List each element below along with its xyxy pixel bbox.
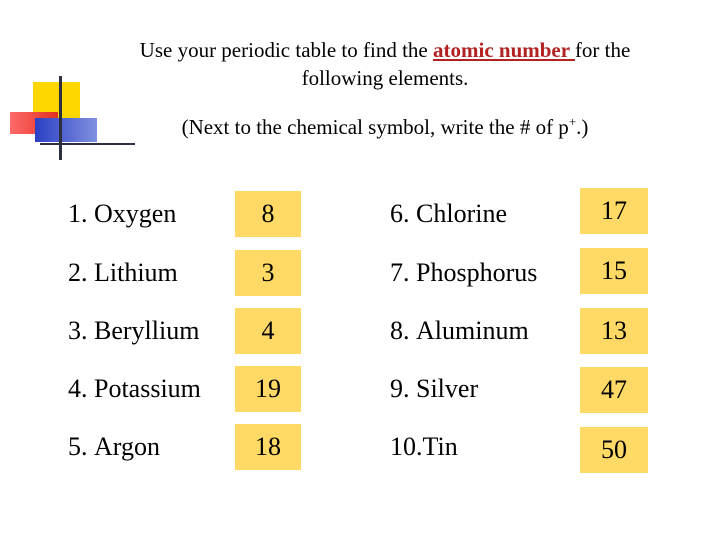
item-number: 10. xyxy=(390,432,423,461)
element-item-potassium xyxy=(68,372,201,406)
item-number: 8. xyxy=(390,316,410,345)
element-item-phosphorus xyxy=(390,256,537,290)
note-end: .) xyxy=(576,115,589,139)
item-number: 5. xyxy=(68,432,88,461)
title-text-end: for the xyxy=(574,38,631,62)
element-item-beryllium xyxy=(68,314,199,348)
element-name: Argon xyxy=(94,432,160,461)
element-name: Lithium xyxy=(94,258,178,287)
element-item-argon xyxy=(68,430,160,464)
answer-box-chlorine: 17 xyxy=(580,188,648,234)
answer-box-tin: 50 xyxy=(580,427,648,473)
element-item-silver xyxy=(390,372,478,406)
answer-box-argon: 18 xyxy=(235,424,301,470)
element-item-aluminum xyxy=(390,314,529,348)
item-number: 1. xyxy=(68,199,88,228)
answer-box-lithium: 3 xyxy=(235,250,301,296)
answer-box-beryllium: 4 xyxy=(235,308,301,354)
element-name: Beryllium xyxy=(94,316,200,345)
title-line-2: following elements. xyxy=(301,66,469,90)
answer-box-aluminum: 13 xyxy=(580,308,648,354)
element-item-oxygen xyxy=(68,197,176,231)
item-number: 3. xyxy=(68,316,88,345)
decor-blue-bar xyxy=(35,118,97,142)
element-name: Tin xyxy=(422,432,458,461)
answer-box-potassium: 19 xyxy=(235,366,301,412)
item-number: 2. xyxy=(68,258,88,287)
element-item-chlorine xyxy=(390,197,507,231)
element-name: Silver xyxy=(416,374,479,403)
note-text: (Next to the chemical symbol, write the # of p xyxy=(181,115,569,139)
element-name: Oxygen xyxy=(94,199,177,228)
item-number: 9. xyxy=(390,374,410,403)
element-item-lithium xyxy=(68,256,178,290)
title-text-start: Use your periodic table to find the xyxy=(139,38,433,62)
decor-horizontal-line xyxy=(40,143,135,145)
item-number: 7. xyxy=(390,258,410,287)
item-number: 6. xyxy=(390,199,410,228)
element-name: Potassium xyxy=(94,374,201,403)
decor-vertical-line xyxy=(59,76,62,160)
answer-box-phosphorus: 15 xyxy=(580,248,648,294)
element-name: Aluminum xyxy=(416,316,529,345)
element-item-tin xyxy=(390,430,458,464)
note-superscript: + xyxy=(568,114,577,129)
title-highlight: atomic number xyxy=(433,38,575,62)
element-name: Phosphorus xyxy=(416,258,538,287)
answer-box-oxygen: 8 xyxy=(235,191,301,237)
instruction-note xyxy=(110,108,660,141)
answer-box-silver: 47 xyxy=(580,367,648,413)
element-name: Chlorine xyxy=(416,199,507,228)
item-number: 4. xyxy=(68,374,88,403)
slide-title xyxy=(95,36,675,92)
